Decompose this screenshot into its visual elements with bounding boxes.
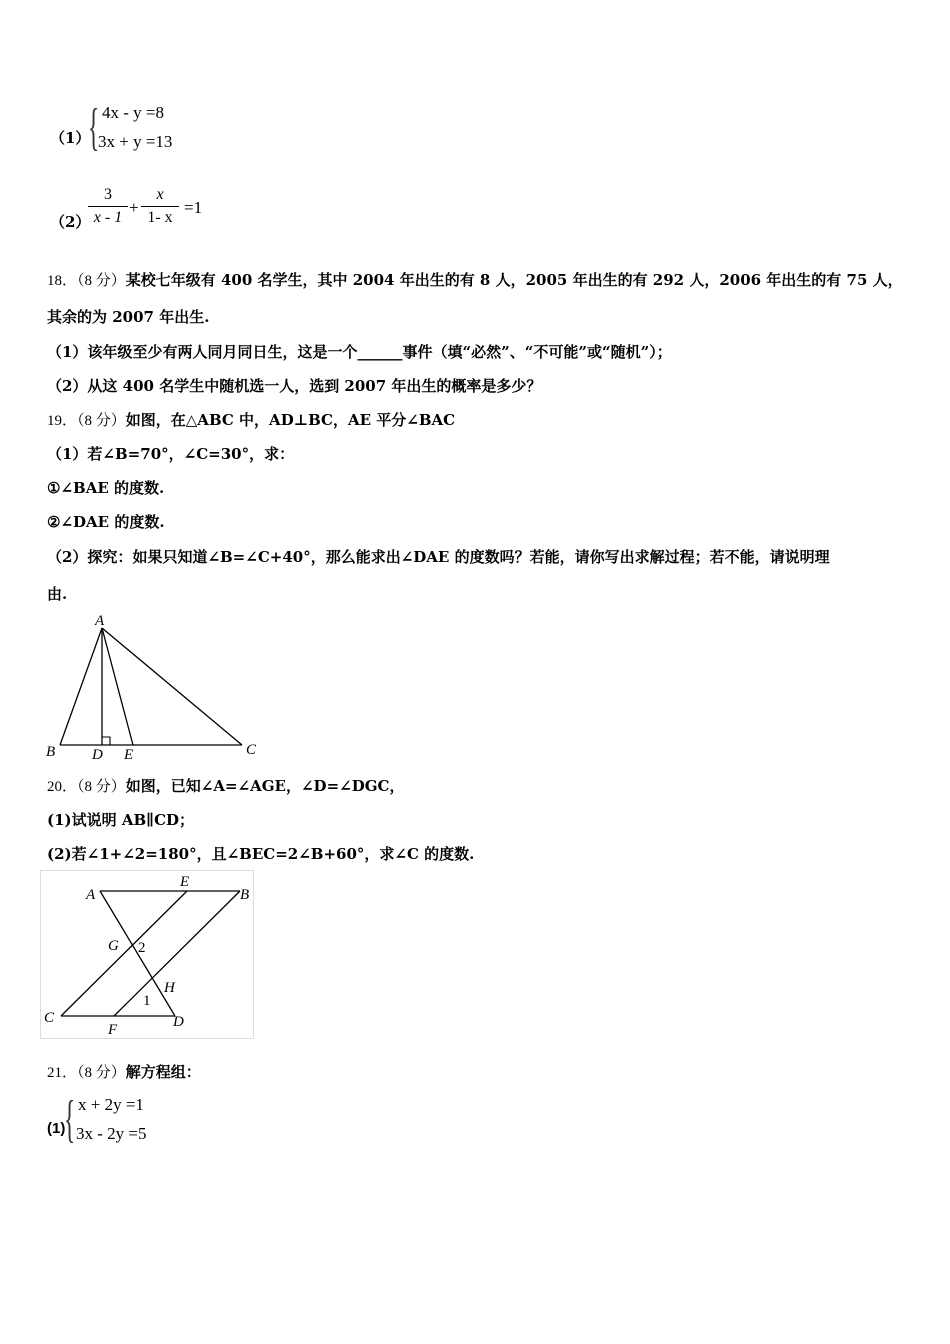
q18-stem: 某校七年级有 400 名学生，其中 2004 年出生的有 8 人，2005 年出生的有 292 人，2006 年出生的有 75 人， bbox=[125, 271, 903, 289]
q20-number: 20．（8 分） bbox=[47, 779, 126, 795]
q21-stem-line bbox=[47, 1062, 201, 1083]
q17-fraction-1-numerator: 3 bbox=[104, 186, 112, 203]
segment-AC bbox=[102, 628, 242, 745]
q20-part1: (1)试说明 AB∥CD； bbox=[47, 811, 195, 829]
q17-equation-2: 3x + y =13 bbox=[98, 132, 173, 151]
label-E: E bbox=[180, 874, 190, 890]
label-B: B bbox=[46, 744, 56, 760]
segment-AE bbox=[102, 628, 133, 745]
q18-part1: （1）该年级至少有两人同月同日生，这是一个______事件（填“必然”、“不可能”或“随机”）； bbox=[47, 343, 672, 361]
q19-part2-line1: （2）探究：如果只知道∠B=∠C+40°，那么能求出∠DAE 的度数吗？若能，请你写出求解过程；若不能，请说明理 bbox=[47, 548, 830, 566]
q21-equation-2: 3x - 2y =5 bbox=[76, 1124, 147, 1143]
label-G: G bbox=[108, 938, 119, 954]
fraction-bar bbox=[88, 206, 128, 207]
label-angle-1: 1 bbox=[143, 993, 151, 1009]
label-C: C bbox=[246, 742, 257, 758]
q20-part2: (2)若∠1+∠2=180°，且∠BEC=2∠B+60°，求∠C 的度数. bbox=[47, 845, 475, 863]
right-angle-mark bbox=[102, 737, 110, 745]
q18-number: 18．（8 分） bbox=[47, 273, 126, 289]
figure-border bbox=[41, 871, 254, 1039]
label-C: C bbox=[44, 1010, 55, 1026]
label-D: D bbox=[173, 1014, 184, 1030]
q20-parallel-lines-figure bbox=[40, 870, 258, 1042]
q17-fraction-1-denominator: x - 1 bbox=[93, 209, 123, 226]
q19-triangle-figure bbox=[40, 608, 270, 768]
q17-fraction-2 bbox=[141, 186, 179, 227]
q19-stem: 如图，在△ABC 中，AD⊥BC，AE 平分∠BAC bbox=[125, 411, 456, 429]
q19-stem-line bbox=[47, 410, 455, 431]
segment-AB bbox=[60, 628, 102, 745]
label-E: E bbox=[124, 747, 134, 763]
label-angle-2: 2 bbox=[138, 940, 146, 956]
label-A: A bbox=[95, 613, 105, 629]
q17-part1-label: （1） bbox=[50, 129, 91, 147]
q21-brace: { bbox=[64, 1091, 76, 1148]
q18-part2: （2）从这 400 名学生中随机选一人，选到 2007 年出生的概率是多少？ bbox=[47, 377, 542, 395]
q21-part1-label: (1) bbox=[47, 1120, 66, 1137]
q17-rhs: =1 bbox=[184, 198, 203, 217]
label-D: D bbox=[92, 747, 103, 763]
q17-equation-1: 4x - y =8 bbox=[102, 103, 164, 122]
q19-part2-line2: 由. bbox=[47, 585, 68, 603]
label-B: B bbox=[240, 887, 250, 903]
q17-fraction-2-numerator: x bbox=[156, 186, 164, 203]
q17-fraction-1 bbox=[88, 186, 128, 227]
q17-plus-sign: + bbox=[129, 198, 139, 217]
label-A: A bbox=[86, 887, 96, 903]
q19-sub2: ②∠DAE 的度数. bbox=[47, 513, 165, 531]
line-FB bbox=[114, 891, 240, 1016]
q21-number: 21．（8 分） bbox=[47, 1065, 126, 1081]
q19-part1: （1）若∠B=70°，∠C=30°，求： bbox=[47, 445, 295, 463]
q17-brace: { bbox=[88, 99, 100, 156]
q18-stem-line1 bbox=[47, 270, 903, 291]
q20-stem: 如图，已知∠A=∠AGE，∠D=∠DGC， bbox=[125, 777, 405, 795]
fraction-bar bbox=[141, 206, 179, 207]
q19-sub1: ①∠BAE 的度数. bbox=[47, 479, 165, 497]
q19-number: 19．（8 分） bbox=[47, 413, 126, 429]
q20-stem-line bbox=[47, 776, 404, 797]
q17-part2-label: （2） bbox=[50, 213, 91, 231]
label-H: H bbox=[164, 980, 175, 996]
q18-stem-line2: 其余的为 2007 年出生. bbox=[47, 308, 210, 326]
q21-equation-1: x + 2y =1 bbox=[78, 1095, 144, 1114]
q21-stem: 解方程组： bbox=[125, 1063, 201, 1081]
line-CE bbox=[61, 891, 187, 1016]
label-F: F bbox=[108, 1022, 118, 1038]
q17-fraction-2-denominator: 1- x bbox=[147, 209, 173, 226]
